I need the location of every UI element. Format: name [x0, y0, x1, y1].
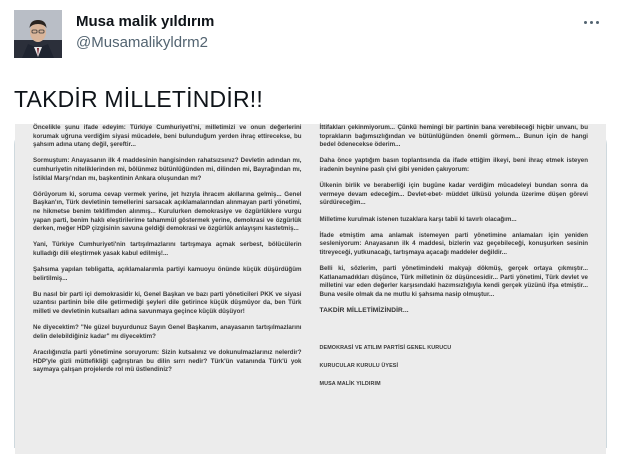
document-closing: TAKDİR MİLLETİMİZİNDİR... [319, 307, 409, 315]
more-options-icon[interactable] [579, 12, 603, 32]
tweet-text: TAKDİR MİLLETİNDİR!! [14, 86, 263, 112]
document-paragraph: İttifakları çekinmiyorum... Çünkü hemingi bir partinin bana verebileceği hiçbir unvanı, bu toprakların bağımsızlığından ve bütünlüğünden önemli görmem... Bunun için de hangi bedel ödenecekse öderim... [319, 124, 588, 149]
document-paragraph: Milletime kurulmak istenen tuzaklara karşı tabii ki tavırlı olacağım... [319, 215, 517, 223]
document-paragraph: Aracılığınızla parti yönetimine soruyorum: Sizin kutsalınız ve dokunulmazlarınız nelerdir? HDP'yle gizli müttefikliği çağrıştıran bu dilin sırrı nedir? Türk'ün vatanında Türk'ü yok saymaya çalışan projelerde rol mü üstlendiniz? [33, 349, 302, 374]
document-paragraph: Belli ki, sözlerim, parti yönetimindeki makyajı dökmüş, gerçek ortaya çıkmıştır... Katlanamadıkları düşünce, Türk milletinin öz düşüncesidir... Parti yönetimi, Türk devlet ve milletini var eden değerler karşısındaki hazımsızlığıyla kendi gerçek yüzünü ifşa etmiştir... Buna vesile olmak da ne mutlu ki şahsıma nasip olmuştur... [319, 265, 588, 298]
tweet-image[interactable] [14, 124, 607, 448]
document-paragraph: Ülkenin birlik ve beraberliği için bugüne kadar verdiğim mücadeleyi bundan sonra da vermeye devam edeceğim... Devlet-ebet- müddet ülküsü yolunda üzerime düşen görevi sürdüreceğim... [319, 182, 588, 207]
document-left-column [33, 124, 302, 454]
document-paragraph: Öncelikle şunu ifade edeyim: Türkiye Cumhuriyeti'ni, milletimizi ve onun değerlerini korumak uğruna verdiğim siyasi mücadele, beni bulunduğum yerden ihraç ettirecekse, bu şahsım adına utanç değil, şereftir... [33, 124, 302, 149]
document-paragraph: Görüyorum ki, soruma cevap vermek yerine, jet hızıyla ihracım akıllarına gelmiş... Genel Başkan'ın, Türk devletinin temellerini sarsacak açıklamalarından alınmayan parti yönetimi, ne hikmetse benim teklifimden alınmış... Kurulurken demokrasiye ve özgürlüklere vurgu yapan parti, benim haklı eleştirilerime tahammül göstermek yerine, demokrasi ve özgürlük derken, meğer HDP çizgisinin savuna geldiği demokrasi ve özgürlük anlayışını kastetmiş... [33, 190, 302, 233]
document-paragraph: Bu nasıl bir parti içi demokrasidir ki, Genel Başkan ve bazı parti yöneticileri PKK ve siyasi uzantısı partinin bile dile getirmediği şeyleri dile getirince küçük düşmüyor da, ben Türk milleti ve devletinin kutsalları adına savunmaya geçince küçük düşüyor! [33, 290, 302, 316]
document-right-column [320, 124, 589, 454]
document-paragraph: Yani, Türkiye Cumhuriyeti'nin tartışılmazlarını tartışmaya açmak serbest, bölücülerin kulladığı dili eleştirmek yasak kabul edilmiş!... [33, 241, 302, 257]
statement-document [15, 124, 606, 454]
profile-photo-icon [14, 10, 62, 58]
document-paragraph: Ne diyecektim? "Ne güzel buyurdunuz Sayın Genel Başkanım, anayasanın tartışılmazlarını delin delebildiğiniz kadar" mı diyecektim? [33, 324, 302, 340]
document-paragraph: Daha önce yaptığım basın toplantısında da ifade ettiğim ilkeyi, beni ihraç etmek isteyen iradenin beynine paslı çivi gibi yeniden çakıyorum: [319, 157, 588, 173]
signature-name: MUSA MALİK YILDIRIM [319, 381, 381, 388]
author-name[interactable]: Musa malik yıldırım [76, 13, 215, 30]
signature-line: DEMOKRASİ VE ATILIM PARTİSİ GENEL KURUCU [319, 345, 452, 352]
document-paragraph: Şahsıma yapılan tebligatta, açıklamalarımla partiyi kamuoyu önünde küçük düşürdüğüm belirtilmiş... [33, 266, 302, 282]
author-handle[interactable]: @Musamalikyldrm2 [76, 34, 208, 51]
avatar[interactable] [14, 10, 62, 58]
signature-line: KURUCULAR KURULU ÜYESİ [319, 363, 399, 370]
document-paragraph: İfade etmiştim ama anlamak istemeyen parti yönetimine anlamaları için yeniden sesleniyorum: Anayasanın ilk 4 maddesi, bizlerin vaz geçebileceği, konuşurken sesinin titreyeceği, yutkunacağı, tartışmaya açacağı maddeler değildir... [319, 231, 588, 256]
document-paragraph: Sormuştum: Anayasanın ilk 4 maddesinin hangisinden rahatsızsınız? Devletin adından mı, cumhuriyetin niteliklerinden mi, bölünmez bütünlüğünden mi, dilinden mi, Bayrağından mı, İstiklal Marşı'ndan mı, başkentinin Ankara oluşundan mı? [33, 157, 302, 182]
